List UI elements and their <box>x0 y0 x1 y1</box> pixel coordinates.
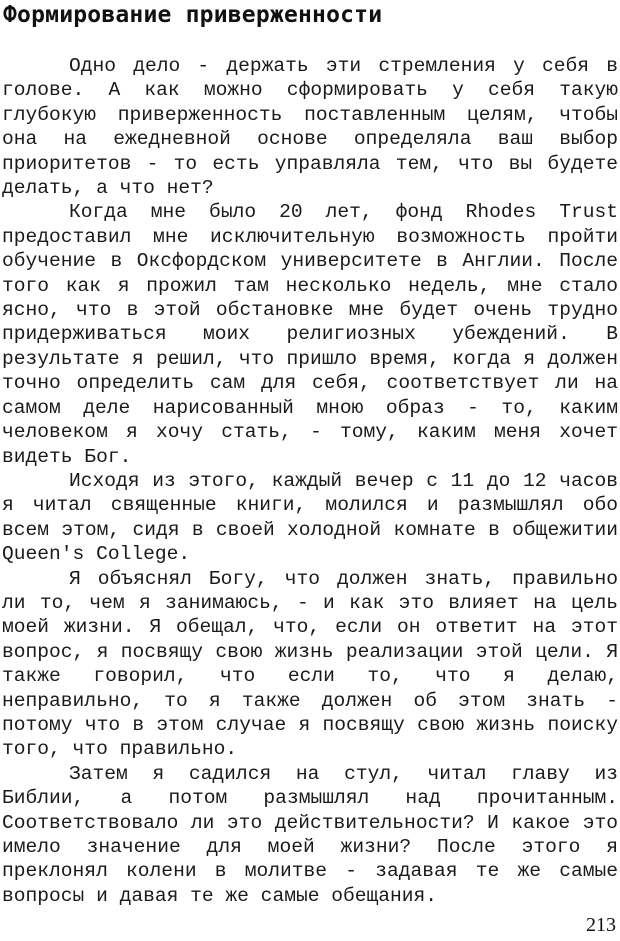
body-text <box>2 54 618 908</box>
paragraph-2: Когда мне было 20 лет, фонд Rhodes Trust предоставил мне исключительную возможность пройти обучение в Оксфордском университете в Англии. После того как я прожил там несколько недель, мне стало ясно, что в этой обстановке мне будет очень трудно придерживаться моих религиозных убеждений. В результате я решил, что пришло время, когда я должен точно определить сам для себя, соответствует ли на самом деле нарисованный мною образ - то, каким человеком я хочу стать, - тому, каким меня хочет видеть Бог. <box>2 201 618 468</box>
paragraph-5: Затем я садился на стул, читал главу из Библии, а потом размышлял над прочитанным. Соответствовало ли это действительности? И какое это имело значение для моей жизни? После этого я преклонял колени в молитве - задавая те же самые вопросы и давая те же самые обещания. <box>2 762 618 907</box>
paragraph-3: Исходя из этого, каждый вечер с 11 до 12 часов я читал священные книги, молился и размышлял обо всем этом, сидя в своей холодной комнате в общежитии Queen's College. <box>2 469 618 566</box>
section-heading: Формирование приверженности <box>3 2 383 28</box>
paragraph-4: Я объяснял Богу, что должен знать, правильно ли то, чем я занимаюсь, - и как это влияет на цель моей жизни. Я обещал, что, если он ответит на этот вопрос, я посвящу свою жизнь реализации этой цели. Я также говорил, что если то, что я делаю, неправильно, то я также должен об этом знать - потому что в этом случае я посвящу свою жизнь поиску того, что правильно. <box>2 567 618 761</box>
page-number: 213 <box>586 914 616 936</box>
paragraph-1: Одно дело - держать эти стремления у себя в голове. А как можно сформировать у себя такую глубокую приверженность поставленным целям, чтобы она на ежедневной основе определяла ваш выбор приоритетов - то есть управляла тем, что вы будете делать, а что нет? <box>2 55 618 200</box>
